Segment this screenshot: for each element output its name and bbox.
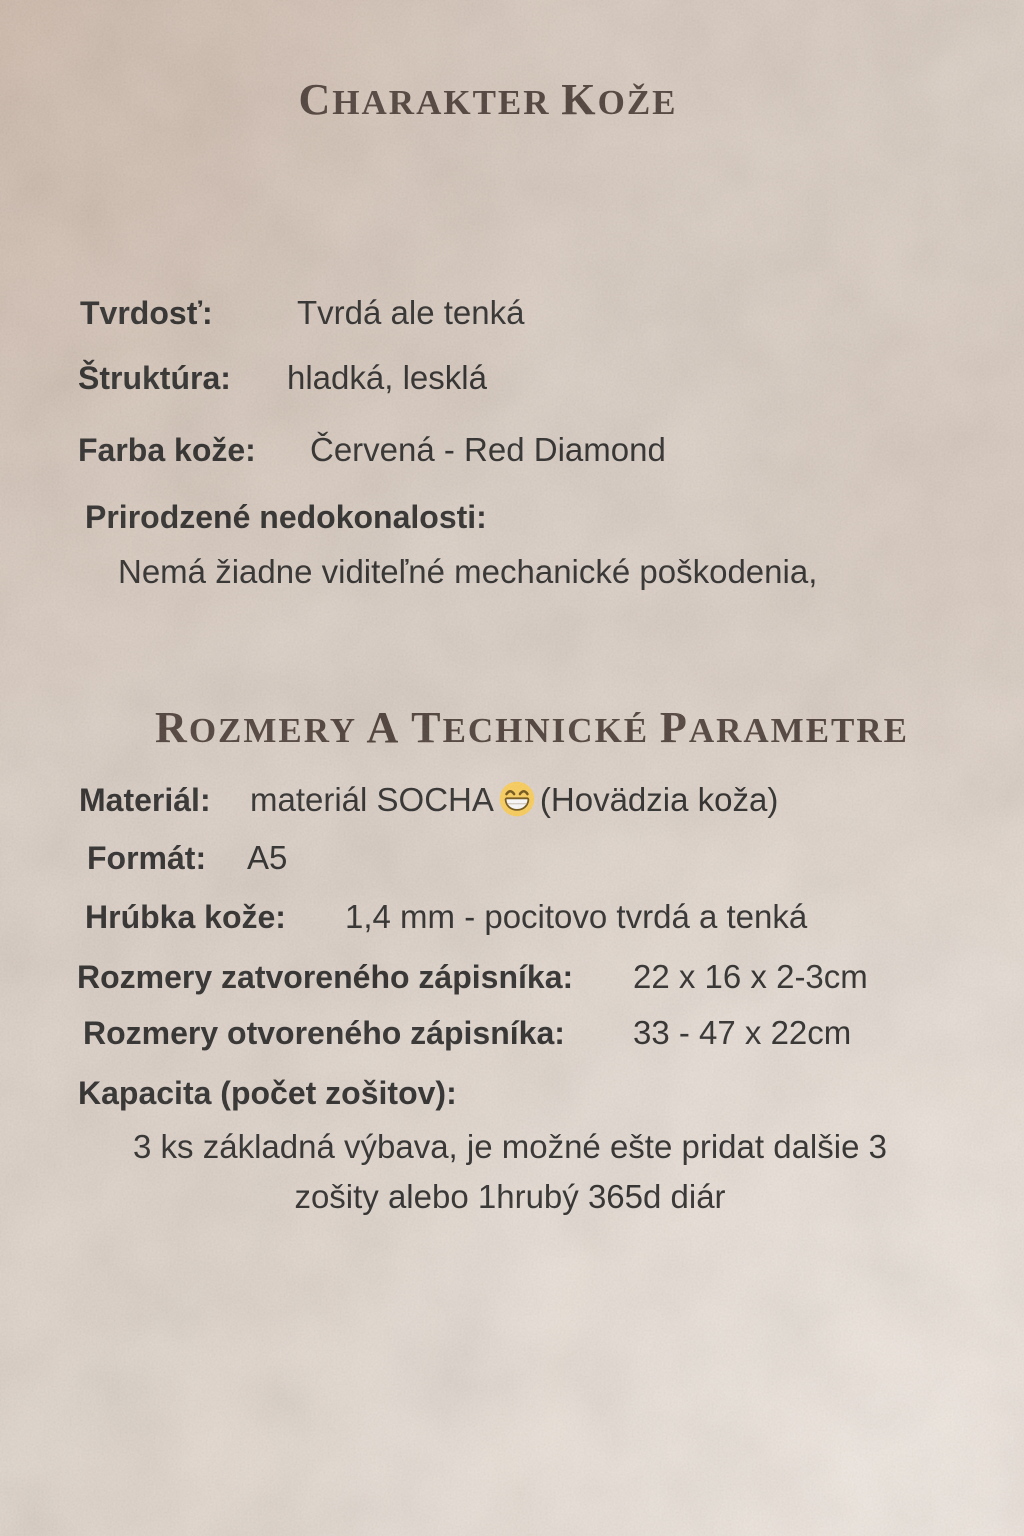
spec-label: Štruktúra: bbox=[78, 360, 231, 396]
spec-row-rozmery-otvoreneho bbox=[0, 1010, 1024, 1056]
spec-label: Rozmery zatvoreného zápisníka: bbox=[77, 959, 574, 995]
spec-row-kapacita-label bbox=[0, 1070, 1024, 1116]
capacity-value-line2: zošity alebo 1hrubý 365d diár bbox=[294, 1178, 726, 1215]
spec-row-nedokonalosti-label bbox=[0, 494, 1024, 540]
spec-row-rozmery-zatvoreneho bbox=[0, 954, 1024, 1000]
spec-label: Materiál: bbox=[79, 782, 211, 818]
spec-label: Formát: bbox=[87, 840, 207, 876]
spec-row-tvrdost bbox=[0, 290, 1024, 336]
material-value-after: (Hovädzia koža) bbox=[539, 781, 779, 818]
spec-label: Prirodzené nedokonalosti: bbox=[85, 499, 487, 535]
spec-label: Kapacita (počet zošitov): bbox=[78, 1075, 457, 1111]
spec-value: Tvrdá ale tenká bbox=[297, 294, 525, 331]
spec-label: Farba kože: bbox=[78, 432, 256, 468]
spec-value: 1,4 mm - pocitovo tvrdá a tenká bbox=[345, 898, 808, 935]
spec-row-struktura bbox=[0, 355, 1024, 401]
section1-title: CHARAKTER KOŽE bbox=[298, 75, 678, 124]
spec-value: 33 - 47 x 22cm bbox=[633, 1014, 852, 1051]
spec-label: Hrúbka kože: bbox=[85, 899, 286, 935]
spec-row-material bbox=[0, 777, 1024, 823]
spec-value: Červená - Red Diamond bbox=[310, 431, 666, 468]
spec-value bbox=[250, 777, 778, 823]
spec-value: A5 bbox=[247, 839, 288, 876]
spec-label: Tvrdosť: bbox=[80, 295, 213, 331]
spec-row-hrubka-koze bbox=[0, 894, 1024, 940]
spec-value: Nemá žiadne viditeľné mechanické poškodenia, bbox=[118, 553, 818, 590]
capacity-value bbox=[85, 1122, 935, 1222]
spec-row-format bbox=[0, 835, 1024, 881]
capacity-value-line1: 3 ks základná výbava, je možné ešte pridat dalšie 3 bbox=[133, 1128, 887, 1165]
material-value-before: materiál SOCHA bbox=[250, 781, 494, 818]
spec-row-nedokonalosti-value bbox=[0, 549, 1024, 595]
spec-value: hladká, lesklá bbox=[287, 359, 487, 396]
grinning-emoji-icon bbox=[498, 780, 536, 818]
spec-label: Rozmery otvoreného zápisníka: bbox=[83, 1015, 565, 1051]
spec-row-farba-koze bbox=[0, 427, 1024, 473]
section2-title: ROZMERY A TECHNICKÉ PARAMETRE bbox=[154, 703, 910, 752]
spec-value: 22 x 16 x 2-3cm bbox=[633, 958, 868, 995]
